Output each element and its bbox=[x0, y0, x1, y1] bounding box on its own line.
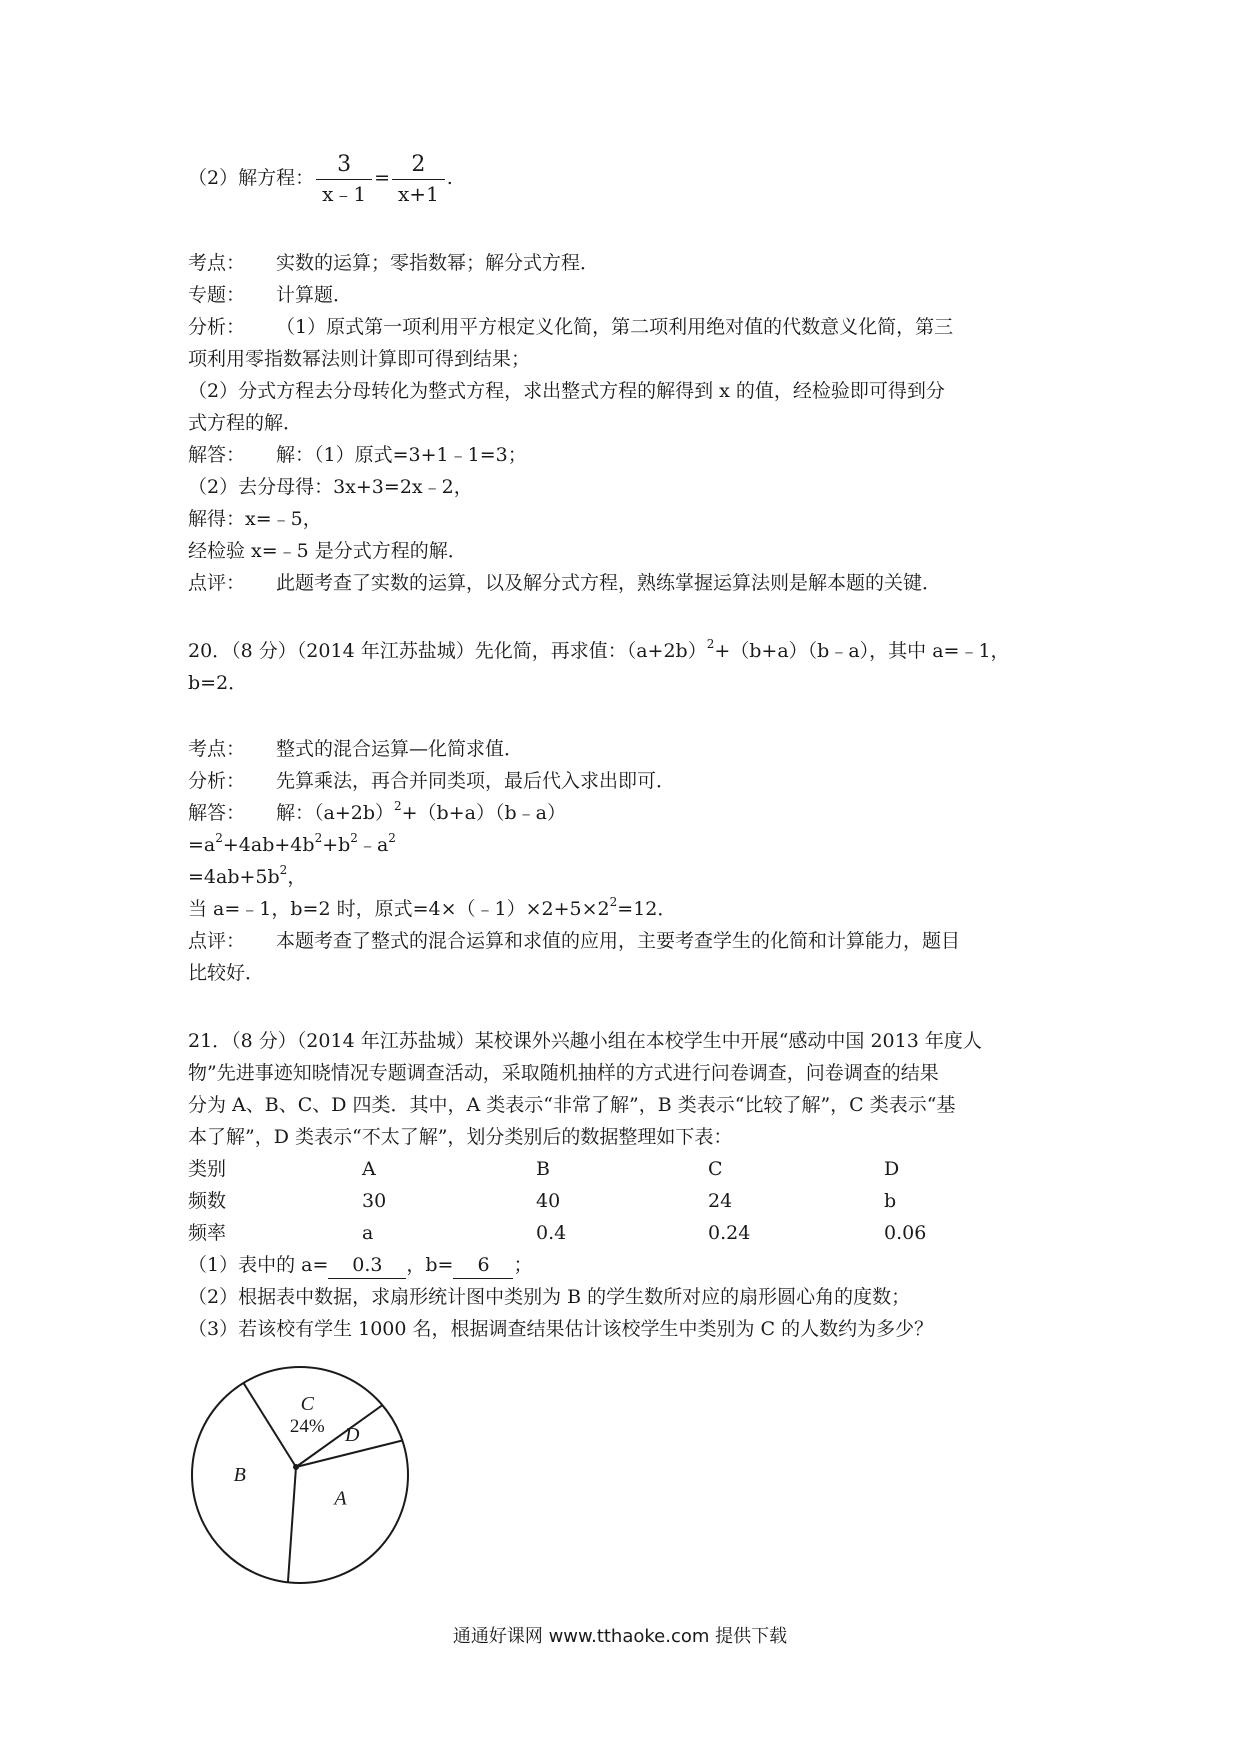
answer-blank-a: 0.3 bbox=[328, 1252, 406, 1279]
q19-fenxi bbox=[188, 314, 953, 340]
fraction-1 bbox=[316, 151, 372, 208]
q21-part1 bbox=[188, 1252, 533, 1279]
kaodian-text: 实数的运算；零指数幂；解分式方程． bbox=[276, 252, 600, 274]
q21-stem-line2: 物”先进事迹知晓情况专题调查活动，采取随机抽样的方式进行问卷调查，问卷调查的结果 bbox=[188, 1062, 939, 1084]
jieda-label: 解答： bbox=[188, 444, 246, 466]
pie-label-c: C bbox=[300, 1393, 314, 1416]
zhuanti-text: 计算题． bbox=[276, 284, 353, 306]
kaodian-text: 整式的混合运算—化简求值． bbox=[276, 738, 524, 760]
part1-text-3: ； bbox=[513, 1254, 533, 1276]
q20-dianping bbox=[188, 928, 960, 954]
pie-label-b: B bbox=[233, 1464, 246, 1487]
q21-stem-line4: 本了解”，D 类表示“不太了解”，划分类别后的数据整理如下表： bbox=[188, 1126, 733, 1148]
table-cell: 0.06 bbox=[884, 1222, 927, 1244]
exponent: 2 bbox=[279, 863, 288, 877]
q19-fenxi-line3: （2）分式方程去分母转化为整式方程，求出整式方程的解得到 x 的值，经检验即可得到分 bbox=[188, 380, 945, 402]
fenxi-label: 分析： bbox=[188, 316, 246, 338]
fenxi-text: 先算乘法，再合并同类项，最后代入求出即可． bbox=[276, 770, 676, 792]
q19-equation bbox=[188, 150, 453, 208]
q20-stem-text-2: +（b+a）（b﹣a），其中 a=﹣1， bbox=[714, 640, 1010, 662]
dianping-label: 点评： bbox=[188, 572, 246, 594]
q19-kaodian bbox=[188, 250, 599, 276]
q21-stem-line3: 分为 A、B、C、D 四类．其中，A 类表示“非常了解”，B 类表示“比较了解”，C 类表示“基 bbox=[188, 1094, 956, 1116]
equation-suffix: . bbox=[446, 167, 453, 189]
exponent: 2 bbox=[215, 831, 223, 845]
pie-center-dot bbox=[293, 1464, 299, 1470]
q20-step3 bbox=[188, 864, 306, 890]
part1-text: （1）表中的 a= bbox=[188, 1254, 329, 1276]
q20-fenxi bbox=[188, 768, 675, 794]
q21-part3: （3）若该校有学生 1000 名，根据调查结果估计该校学生中类别为 C 的人数约为多少？ bbox=[188, 1318, 934, 1340]
table-header-rate: 频率 bbox=[188, 1222, 227, 1244]
pie-percent-c: 24% bbox=[289, 1416, 325, 1438]
pie-slice-c-edge bbox=[243, 1383, 296, 1467]
answer-blank-b: 6 bbox=[453, 1252, 513, 1279]
fraction-2 bbox=[392, 151, 445, 208]
exponent: 2 bbox=[609, 895, 618, 909]
fraction-1-denominator: x﹣1 bbox=[322, 181, 367, 206]
table-cell: C bbox=[708, 1158, 723, 1180]
step-text: ﹣a bbox=[357, 834, 389, 856]
jieda-text-2: +（b+a）（b﹣a） bbox=[401, 802, 566, 824]
exponent: 2 bbox=[350, 831, 358, 845]
dianping-text: 本题考查了整式的混合运算和求值的应用，主要考查学生的化简和计算能力，题目 bbox=[276, 930, 961, 952]
kaodian-label: 考点： bbox=[188, 252, 246, 274]
step-text: +b bbox=[322, 834, 351, 856]
q19-fenxi-line2: 项利用零指数幂法则计算即可得到结果； bbox=[188, 348, 531, 370]
equals-sign: = bbox=[374, 167, 391, 189]
footer-text: 通通好课网 www.tthaoke.com 提供下载 bbox=[452, 1626, 788, 1647]
zhuanti-label: 专题： bbox=[188, 284, 246, 306]
table-cell: D bbox=[884, 1158, 900, 1180]
pie-label-d: D bbox=[345, 1423, 360, 1446]
jieda-label: 解答： bbox=[188, 802, 246, 824]
q20-step2 bbox=[188, 832, 396, 858]
table-cell: B bbox=[536, 1158, 550, 1180]
step-text: ， bbox=[287, 866, 307, 888]
kaodian-label: 考点： bbox=[188, 738, 246, 760]
pie-label-a: A bbox=[334, 1487, 347, 1510]
step-text: 当 a=﹣1，b=2 时，原式=4×（﹣1）×2+5×2 bbox=[188, 898, 610, 920]
q21-part2: （2）根据表中数据，求扇形统计图中类别为 B 的学生数所对应的扇形圆心角的度数； bbox=[188, 1286, 911, 1308]
table-cell: 0.4 bbox=[536, 1222, 567, 1244]
q20-dianping-line2: 比较好． bbox=[188, 962, 265, 984]
exponent: 2 bbox=[388, 831, 396, 845]
q21-stem-line1: 21．（8 分）（2014 年江苏盐城）某校课外兴趣小组在本校学生中开展“感动中国 2013 年度人 bbox=[188, 1030, 982, 1052]
q20-stem bbox=[188, 638, 1010, 664]
q19-zhuanti bbox=[188, 282, 352, 308]
table-cell: 24 bbox=[708, 1190, 733, 1212]
step-text: =4ab+5b bbox=[188, 866, 280, 888]
q20-kaodian bbox=[188, 736, 523, 762]
q19-dianping bbox=[188, 570, 941, 596]
step-text: +4ab+4b bbox=[222, 834, 315, 856]
table-header-frequency: 频数 bbox=[188, 1190, 227, 1212]
q20-stem-text: 20．（8 分）（2014 年江苏盐城）先化简，再求值：（a+2b） bbox=[188, 640, 707, 662]
q19-jieda-line3: 解得：x=﹣5， bbox=[188, 508, 322, 530]
q19-jieda-line4: 经检验 x=﹣5 是分式方程的解． bbox=[188, 540, 467, 562]
fraction-1-numerator: 3 bbox=[316, 151, 372, 180]
fraction-2-denominator: x+1 bbox=[398, 181, 439, 206]
q20-step4 bbox=[188, 896, 676, 922]
q19-jieda bbox=[188, 442, 527, 468]
dianping-label: 点评： bbox=[188, 930, 246, 952]
table-cell: b bbox=[884, 1190, 897, 1212]
step-text: =12． bbox=[617, 898, 677, 920]
pie-slice-b-edge bbox=[288, 1467, 296, 1582]
equation-prefix: （2）解方程： bbox=[188, 167, 315, 189]
fenxi-label: 分析： bbox=[188, 770, 246, 792]
table-header-category: 类别 bbox=[188, 1158, 227, 1180]
table-cell: a bbox=[362, 1222, 374, 1244]
jieda-text: 解：（a+2b） bbox=[276, 802, 394, 824]
q19-jieda-line2: （2）去分母得：3x+3=2x﹣2， bbox=[188, 476, 473, 498]
jieda-line: 解：（1）原式=3+1﹣1=3； bbox=[276, 444, 527, 466]
dianping-text: 此题考查了实数的运算，以及解分式方程，熟练掌握运算法则是解本题的关键． bbox=[276, 572, 942, 594]
q20-stem-line2: b=2． bbox=[188, 672, 248, 694]
q20-jieda bbox=[188, 800, 566, 826]
table-cell: 40 bbox=[536, 1190, 561, 1212]
q19-fenxi-line4: 式方程的解． bbox=[188, 412, 303, 434]
table-cell: 30 bbox=[362, 1190, 387, 1212]
exponent: 2 bbox=[314, 831, 323, 845]
exponent: 2 bbox=[394, 799, 402, 813]
exponent: 2 bbox=[706, 637, 715, 651]
table-cell: 0.24 bbox=[708, 1222, 751, 1244]
step-text: =a bbox=[188, 834, 216, 856]
pie-chart bbox=[180, 1355, 420, 1595]
fraction-2-numerator: 2 bbox=[392, 151, 445, 180]
part1-text-2: ，b= bbox=[406, 1254, 454, 1276]
table-cell: A bbox=[362, 1158, 376, 1180]
fenxi-line: （1）原式第一项利用平方根定义化简，第二项利用绝对值的代数意义化简，第三 bbox=[276, 316, 954, 338]
